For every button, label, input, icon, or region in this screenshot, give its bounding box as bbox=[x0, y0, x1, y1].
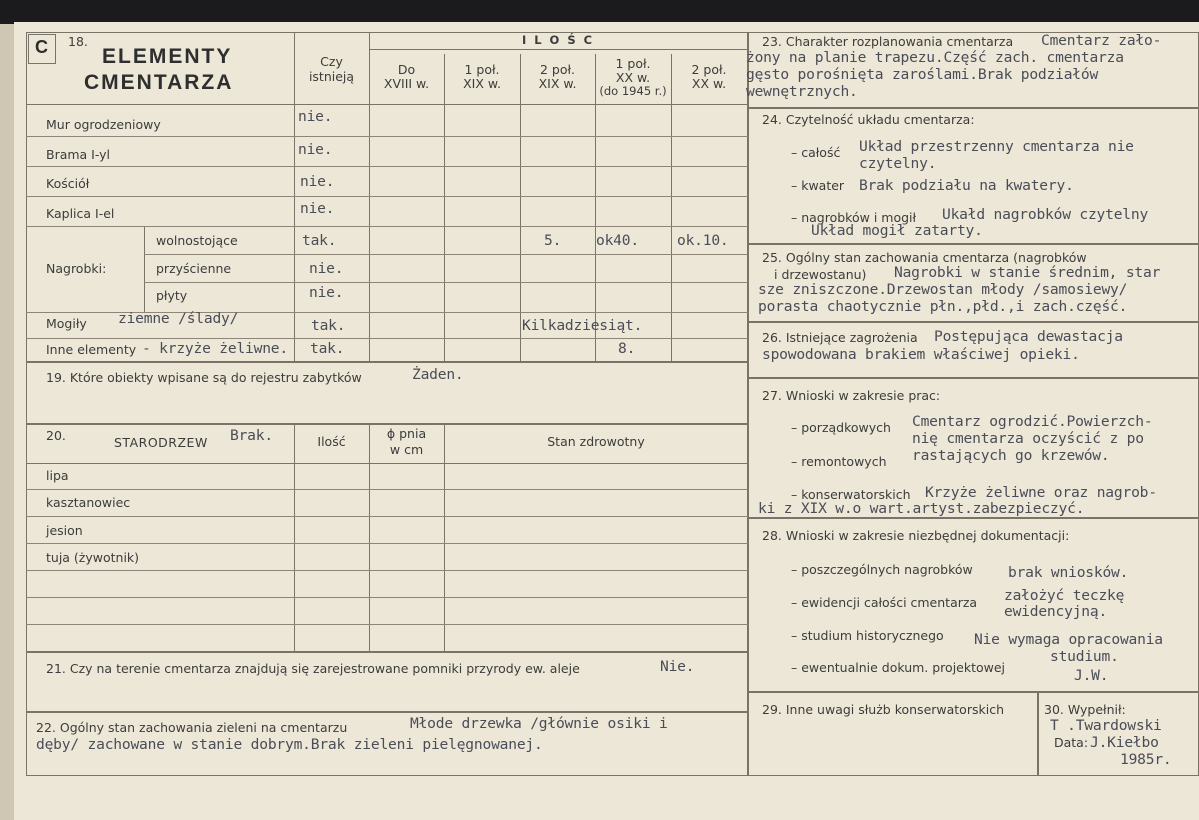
section-23-line1: Cmentarz zało- bbox=[1041, 32, 1162, 49]
tree-row-lipa: lipa bbox=[46, 468, 69, 483]
section-26-line2: spowodowana brakiem właściwej opieki. bbox=[762, 346, 1080, 363]
row-mur-exists: nie. bbox=[298, 108, 333, 125]
section-22-line1: Młode drzewka /głównie osiki i bbox=[410, 715, 668, 732]
section-20-title: STARODRZEW bbox=[114, 435, 208, 450]
row-inne-v3: 8. bbox=[618, 340, 636, 357]
row-brama-label: Brama I-yl bbox=[46, 147, 111, 162]
row-plyty-label: płyty bbox=[156, 288, 188, 303]
section-27-porzadkowych-line2: nię cmentarza oczyścić z po bbox=[912, 430, 1144, 447]
section-30-date-line2: 1985r. bbox=[1120, 751, 1172, 768]
section-30-label: 30. Wypełnił: bbox=[1044, 702, 1126, 717]
section-24-nagrobkow-label: – nagrobków i mogił bbox=[791, 210, 917, 225]
dark-top-band bbox=[0, 0, 1199, 24]
col-2xix-line1: 2 poł. bbox=[539, 62, 576, 77]
col-1xix-line1: 1 poł. bbox=[464, 62, 500, 77]
col-xviii-line1: Do bbox=[397, 62, 416, 77]
section-28-ewidencji-line1: założyć teczkę bbox=[1004, 587, 1125, 604]
section-27-remontowych-value: rastających go krzewów. bbox=[912, 447, 1110, 464]
row-kosciol-exists: nie. bbox=[300, 173, 335, 190]
row-przyscienne-label: przyścienne bbox=[156, 261, 232, 276]
col-exists-line2: istnieją bbox=[308, 69, 355, 84]
row-mogily-value: Kilkadziesiąt. bbox=[522, 317, 643, 334]
row-mogily-note: ziemne /ślady/ bbox=[118, 310, 239, 327]
section-25-label-line1: 25. Ogólny stan zachowania cmentarza (nagrobków bbox=[762, 250, 1087, 265]
section-23-line3: gęsto porośnięta zaroślami.Brak podziałów bbox=[746, 66, 1099, 83]
row-inne-exists: tak. bbox=[310, 340, 345, 357]
tree-row-kasztanowiec: kasztanowiec bbox=[46, 495, 131, 510]
section-30-date-line1: J.Kiełbo bbox=[1090, 734, 1159, 751]
col-2xix-line2: XIX w. bbox=[538, 76, 577, 91]
col-diameter-line1: ϕ pnia bbox=[386, 426, 427, 441]
section-22-line2: dęby/ zachowane w stanie dobrym.Brak zieleni pielęgnowanej. bbox=[36, 736, 543, 753]
section-27-porzadkowych-line1: Cmentarz ogrodzić.Powierzch- bbox=[912, 413, 1153, 430]
row-wolnostojace-v4: ok.10. bbox=[677, 232, 729, 249]
row-wolnostojace-label: wolnostojące bbox=[156, 233, 238, 248]
section-23-line4: wewnętrznych. bbox=[746, 83, 858, 100]
section-28-ewidencji-line2: ewidencyjną. bbox=[1004, 603, 1108, 620]
corner-label: C bbox=[35, 37, 48, 57]
section-28-label: 28. Wnioski w zakresie niezbędnej dokumentacji: bbox=[762, 528, 1070, 543]
row-mogily-exists: tak. bbox=[311, 317, 346, 334]
section-30-date-label: Data: bbox=[1054, 735, 1089, 750]
section-18-number: 18. bbox=[68, 34, 88, 49]
col-2xx-line1: 2 poł. bbox=[691, 62, 727, 77]
row-inne-note: - krzyże żeliwne. bbox=[142, 340, 288, 357]
section-27-remontowych-label: – remontowych bbox=[791, 454, 887, 469]
section-24-calosc-line2: czytelny. bbox=[859, 155, 937, 172]
row-kaplica-exists: nie. bbox=[300, 200, 335, 217]
row-wolnostojace-v2: 5. bbox=[544, 232, 562, 249]
section-20-number: 20. bbox=[46, 428, 66, 443]
tree-row-jesion: jesion bbox=[46, 523, 83, 538]
col-health-state: Stan zdrowotny bbox=[547, 434, 645, 449]
section-21-label: 21. Czy na terenie cmentarza znajdują się zarejestrowane pomniki przyrody ew. aleje bbox=[46, 661, 580, 676]
section-28-projektowej-label: – ewentualnie dokum. projektowej bbox=[791, 660, 1006, 675]
tree-row-tuja: tuja (żywotnik) bbox=[46, 550, 140, 565]
section-28-poszczegolnych-value: brak wniosków. bbox=[1008, 564, 1129, 581]
section-24-calosc-label: – całość bbox=[791, 145, 841, 160]
col-1xx-line2: XX w. bbox=[615, 70, 651, 85]
section-28-projektowej-line2: J.W. bbox=[1074, 667, 1109, 684]
section-26-line1: Postępująca dewastacja bbox=[934, 328, 1123, 345]
section-23-label: 23. Charakter rozplanowania cmentarza bbox=[762, 34, 1014, 49]
section-28-studium-value: Nie wymaga opracowania bbox=[974, 631, 1163, 648]
section-24-nagrobkow-line1: Ukałd nagrobków czytelny bbox=[942, 206, 1149, 223]
section-19-label: 19. Które obiekty wpisane są do rejestru zabytków bbox=[46, 370, 362, 385]
section-28-studium-label: – studium historycznego bbox=[791, 628, 944, 643]
col-1xix-line2: XIX w. bbox=[463, 76, 501, 91]
ilosc-header: I L O Ś C bbox=[521, 33, 595, 47]
nagrobki-label: Nagrobki: bbox=[46, 261, 107, 276]
section-25-line3: porasta chaotycznie płn.,płd.,i zach.część. bbox=[758, 298, 1128, 315]
section-19-value: Żaden. bbox=[412, 366, 464, 383]
col-exists-line1: Czy bbox=[320, 54, 343, 69]
section-27-label: 27. Wnioski w zakresie prac: bbox=[762, 388, 941, 403]
row-inne-label: Inne elementy bbox=[46, 342, 137, 357]
row-mogily-label: Mogiły bbox=[46, 316, 87, 331]
elements-title-line1: ELEMENTY bbox=[102, 45, 233, 68]
row-wolnostojace-v3: ok40. bbox=[596, 232, 639, 249]
section-28-projektowej-line1: studium. bbox=[1050, 648, 1119, 665]
col-2xx-line2: XX w. bbox=[691, 76, 727, 91]
row-wolnostojace-exists: tak. bbox=[302, 232, 337, 249]
section-27-konserwatorskich-line2: ki z XIX w.o wart.artyst.zabezpieczyć. bbox=[758, 500, 1085, 517]
row-kaplica-label: Kaplica I-el bbox=[46, 206, 115, 221]
section-27-konserwatorskich-label: – konserwatorskich bbox=[791, 487, 911, 502]
section-25-line2: sze zniszczone.Drzewostan młody /samosiewy/ bbox=[758, 281, 1128, 298]
col-xviii-line2: XVIII w. bbox=[383, 76, 430, 91]
section-24-kwater-value: Brak podziału na kwatery. bbox=[859, 177, 1074, 194]
section-25-label-line2: i drzewostanu) bbox=[774, 267, 867, 282]
elements-title-line2: CMENTARZA bbox=[84, 71, 234, 94]
row-kosciol-label: Kościół bbox=[46, 176, 90, 191]
section-28-poszczegolnych-label: – poszczególnych nagrobków bbox=[791, 562, 973, 577]
section-25-line1: Nagrobki w stanie średnim, star bbox=[894, 264, 1161, 281]
record-card bbox=[14, 22, 1199, 820]
section-23-line2: żony na planie trapezu.Część zach. cmentarza bbox=[746, 49, 1124, 66]
section-24-label: 24. Czytelność układu cmentarza: bbox=[762, 112, 975, 127]
section-21-value: Nie. bbox=[660, 658, 695, 675]
row-plyty-exists: nie. bbox=[309, 284, 344, 301]
section-24-calosc-line1: Układ przestrzenny cmentarza nie bbox=[859, 138, 1134, 155]
section-24-kwater-label: – kwater bbox=[791, 178, 845, 193]
section-29-label: 29. Inne uwagi służb konserwatorskich bbox=[762, 702, 1004, 717]
section-30-filler: T .Twardowski bbox=[1050, 717, 1162, 734]
col-diameter-line2: w cm bbox=[389, 442, 424, 457]
col-qty: Ilość bbox=[317, 434, 346, 449]
row-mur-label: Mur ogrodzeniowy bbox=[46, 117, 161, 132]
row-brama-exists: nie. bbox=[298, 141, 333, 158]
row-przyscienne-exists: nie. bbox=[309, 260, 344, 277]
section-27-porzadkowych-label: – porządkowych bbox=[791, 420, 891, 435]
section-28-ewidencji-label: – ewidencji całości cmentarza bbox=[791, 595, 978, 610]
col-1xx-line1: 1 poł. bbox=[615, 56, 651, 71]
section-27-konserwatorskich-line1: Krzyże żeliwne oraz nagrob- bbox=[925, 484, 1157, 501]
section-24-nagrobkow-line2: Układ mogił zatarty. bbox=[811, 222, 983, 239]
section-26-label: 26. Istniejące zagrożenia bbox=[762, 330, 918, 345]
col-1xx-line3: (do 1945 r.) bbox=[599, 84, 667, 98]
section-20-title-value: Brak. bbox=[230, 427, 273, 444]
section-22-label: 22. Ogólny stan zachowania zieleni na cmentarzu bbox=[36, 720, 348, 735]
section-20-frame bbox=[26, 424, 748, 652]
